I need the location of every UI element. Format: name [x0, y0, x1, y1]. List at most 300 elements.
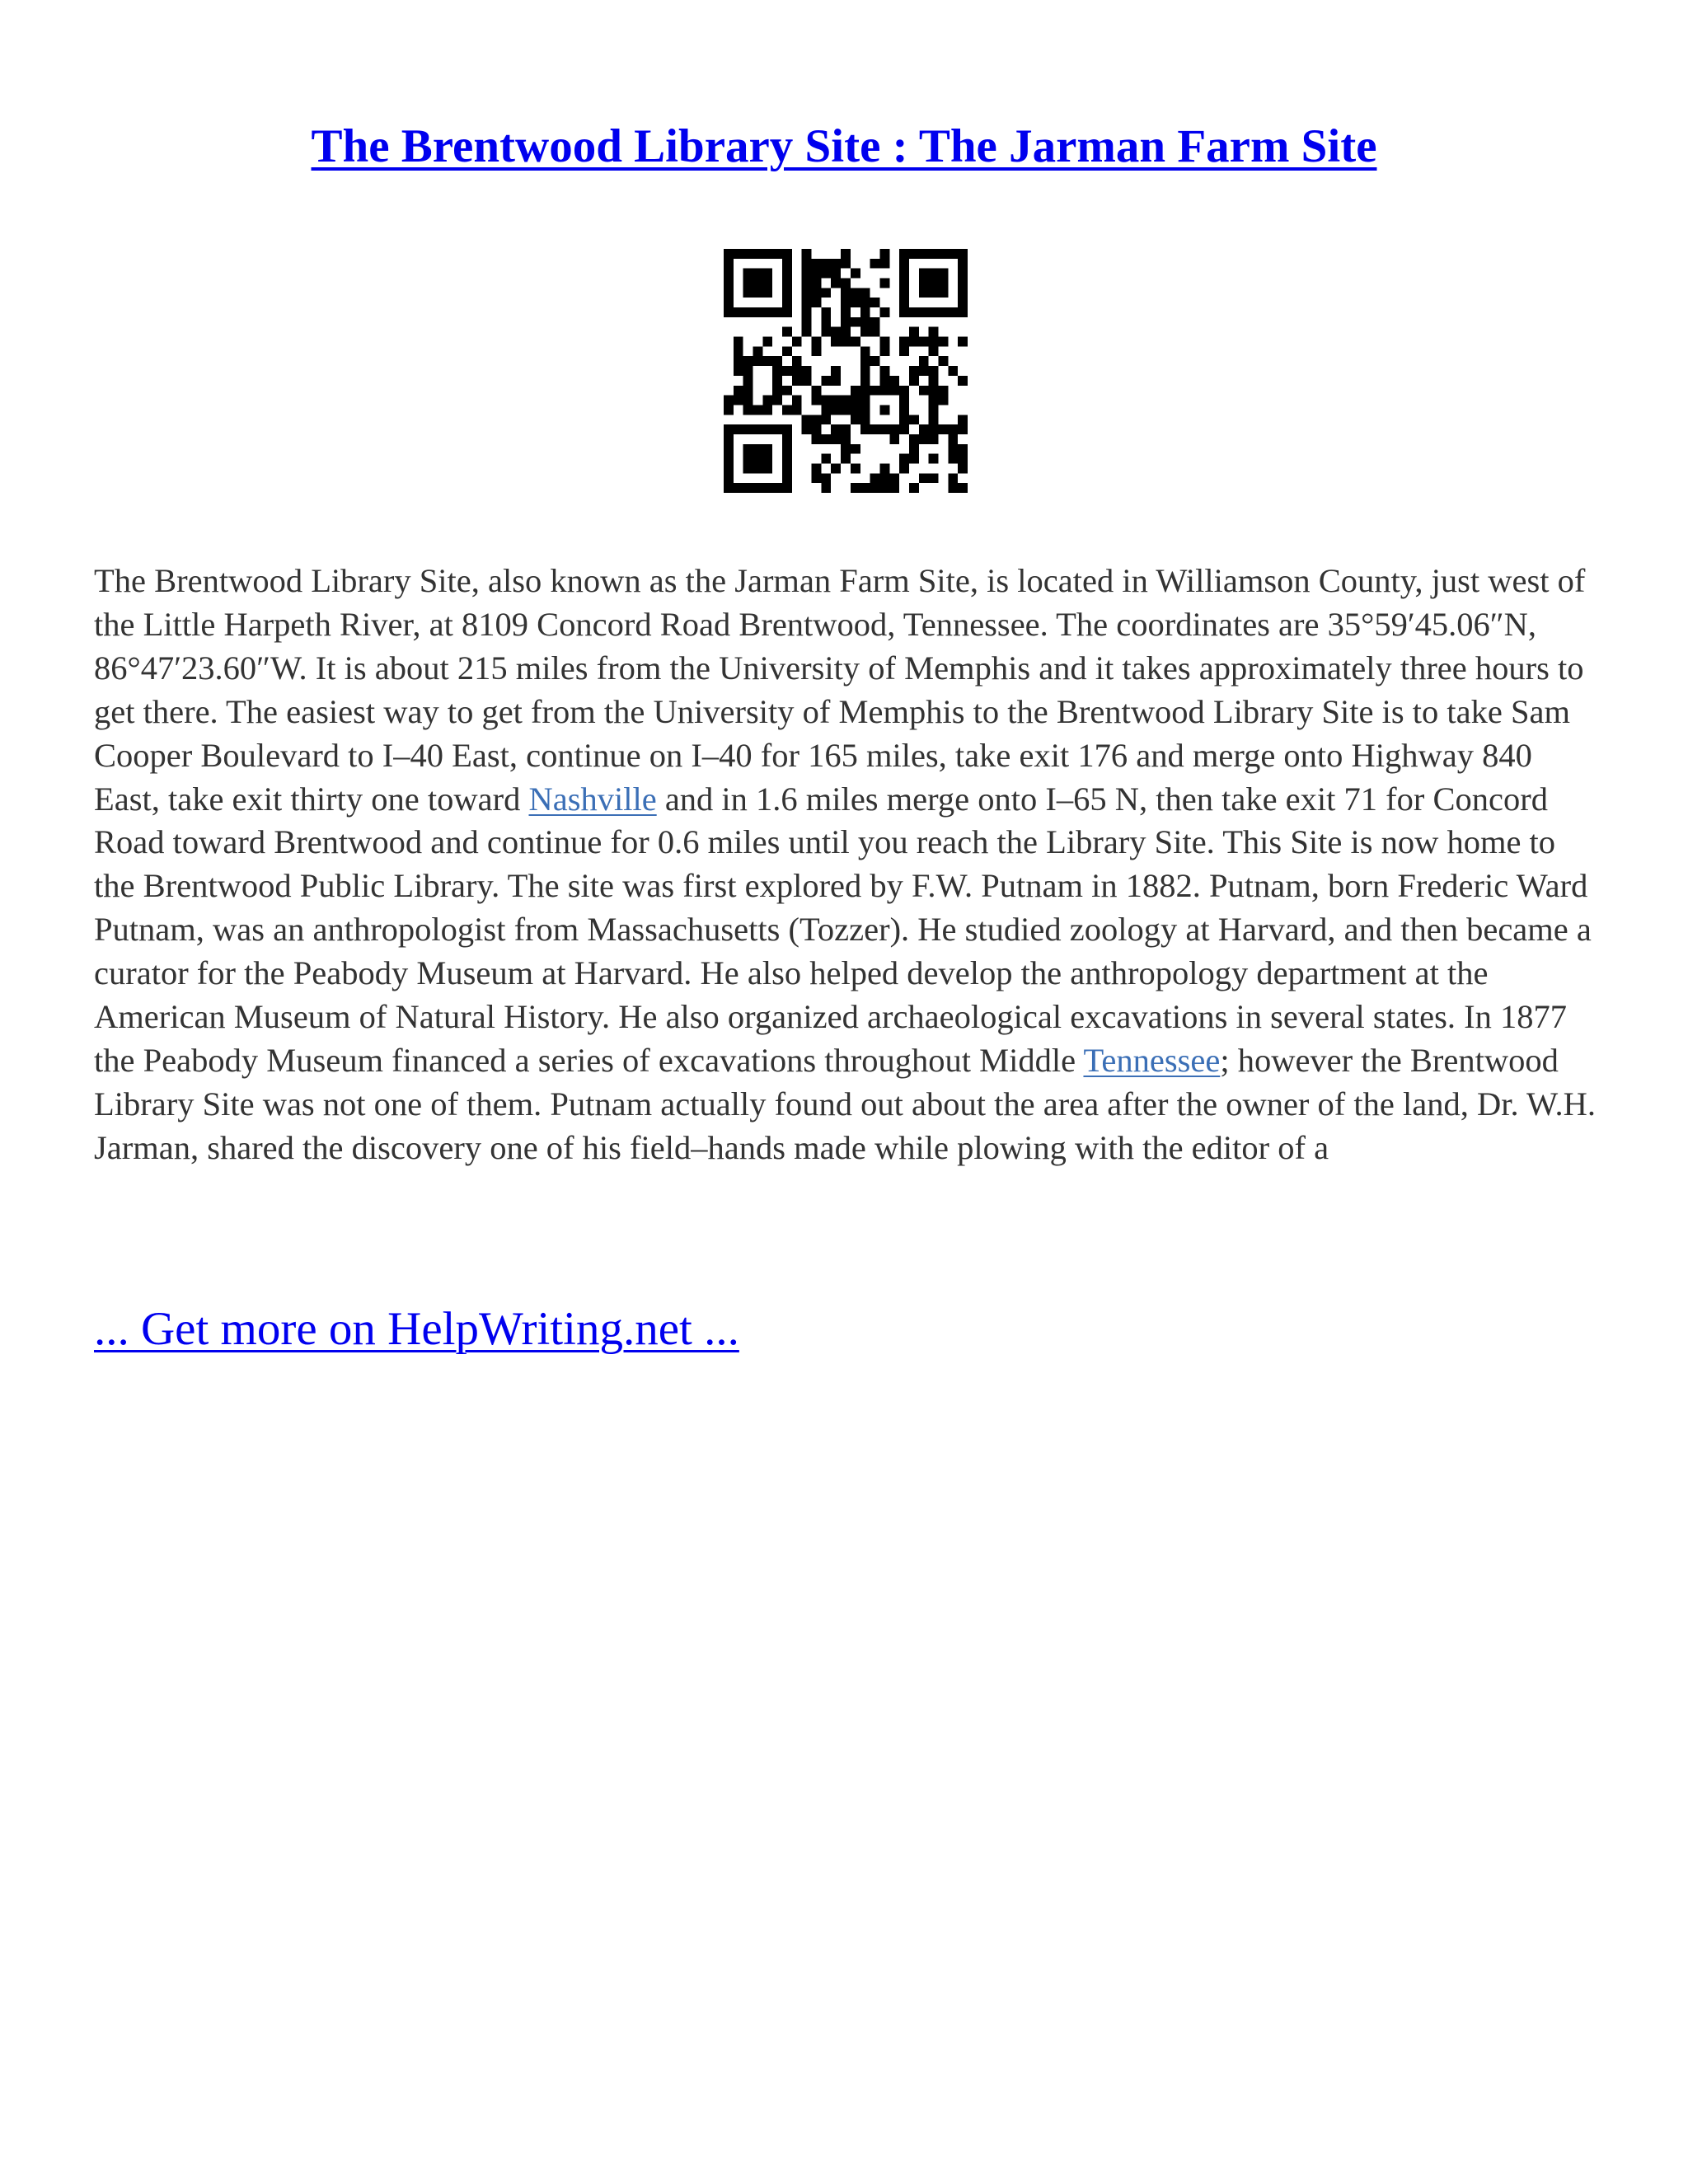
qr-module — [841, 288, 851, 298]
qr-module — [899, 307, 909, 317]
qr-module — [753, 454, 763, 464]
qr-module — [802, 288, 812, 298]
qr-module — [909, 483, 919, 493]
qr-module — [958, 288, 968, 298]
qr-module — [860, 376, 870, 386]
qr-module — [899, 424, 909, 434]
qr-module — [782, 454, 792, 464]
qr-module — [879, 279, 889, 288]
qr-module — [909, 434, 919, 444]
qr-module — [724, 298, 734, 307]
qr-module — [879, 346, 889, 356]
qr-module — [812, 288, 822, 298]
qr-module — [831, 434, 841, 444]
qr-module — [812, 386, 822, 396]
qr-module — [938, 396, 948, 405]
qr-module — [889, 386, 899, 396]
qr-module — [851, 415, 860, 424]
qr-module — [734, 356, 743, 366]
qr-module — [734, 307, 743, 317]
qr-module — [782, 463, 792, 473]
qr-module — [743, 366, 753, 376]
qr-module — [812, 415, 822, 424]
qr-module — [919, 307, 929, 317]
qr-module — [802, 366, 812, 376]
qr-module — [909, 454, 919, 464]
qr-module — [909, 376, 919, 386]
qr-module — [938, 356, 948, 366]
qr-module — [782, 279, 792, 288]
qr-module — [948, 483, 958, 493]
qr-module — [958, 337, 968, 347]
qr-module — [938, 337, 948, 347]
qr-module — [743, 269, 753, 279]
qr-module — [724, 396, 734, 405]
qr-module — [938, 424, 948, 434]
qr-module — [831, 405, 841, 415]
qr-module — [958, 424, 968, 434]
qr-module — [831, 424, 841, 434]
qr-module — [782, 269, 792, 279]
qr-module — [831, 463, 841, 473]
qr-module — [929, 415, 939, 424]
qr-module — [948, 434, 958, 444]
qr-module — [724, 424, 734, 434]
qr-module — [870, 298, 880, 307]
qr-module — [879, 259, 889, 269]
qr-module — [841, 337, 851, 347]
qr-module — [753, 288, 763, 298]
qr-module — [743, 444, 753, 454]
qr-module — [724, 259, 734, 269]
qr-code-icon — [724, 249, 968, 493]
qr-module — [938, 279, 948, 288]
qr-module — [841, 444, 851, 454]
qr-module — [792, 376, 802, 386]
qr-module — [879, 366, 889, 376]
qr-module — [821, 288, 831, 298]
qr-module — [831, 337, 841, 347]
qr-module — [724, 288, 734, 298]
qr-module — [812, 424, 822, 434]
qr-module — [860, 386, 870, 396]
qr-module — [860, 405, 870, 415]
qr-module — [821, 376, 831, 386]
qr-module — [841, 317, 851, 327]
qr-module — [812, 434, 822, 444]
qr-module — [929, 434, 939, 444]
get-more-link[interactable]: ... Get more on HelpWriting.net ... — [94, 1303, 739, 1355]
qr-module — [724, 269, 734, 279]
paragraph-text-1: The Brentwood Library Site, also known as the Jarman Farm Site, is located in Williamson County, just west of the Little Harpeth River, at 8109 Concord Road Brentwood, Tennessee. The coordinates are 35°59′45.06″N, 86°47′23.60″W. It is about 215 miles from the University of Memphis and it takes approximately three hours to get there. The easiest way to get from the University of Memphis to the Brentwood Library Site is to take Sam Cooper Boulevard to I–40 East, continue on I–40 for 165 miles, take exit 176 and merge onto Highway 840 East, take exit thirty one toward — [94, 562, 1586, 818]
qr-module — [860, 317, 870, 327]
qr-module — [831, 279, 841, 288]
qr-module — [772, 376, 782, 386]
qr-module — [929, 454, 939, 464]
qr-module — [821, 317, 831, 327]
qr-module — [772, 356, 782, 366]
qr-module — [909, 327, 919, 337]
qr-module — [762, 396, 772, 405]
qr-module — [919, 269, 929, 279]
qr-module — [812, 259, 822, 269]
qr-module — [802, 376, 812, 386]
qr-module — [851, 405, 860, 415]
qr-module — [879, 337, 889, 347]
qr-module — [782, 483, 792, 493]
qr-module — [929, 327, 939, 337]
qr-module — [958, 376, 968, 386]
qr-module — [870, 259, 880, 269]
qr-module — [841, 259, 851, 269]
qr-module — [958, 279, 968, 288]
qr-module — [812, 269, 822, 279]
qr-module — [812, 396, 822, 405]
qr-module — [958, 249, 968, 259]
qr-module — [792, 356, 802, 366]
qr-module — [851, 288, 860, 298]
qr-module — [879, 424, 889, 434]
qr-module — [870, 473, 880, 483]
qr-module — [958, 454, 968, 464]
qr-module — [831, 366, 841, 376]
qr-module — [860, 356, 870, 366]
qr-module — [734, 396, 743, 405]
qr-module — [812, 337, 822, 347]
qr-module — [958, 463, 968, 473]
qr-module — [841, 405, 851, 415]
qr-module — [889, 424, 899, 434]
qr-module — [938, 249, 948, 259]
qr-module — [958, 307, 968, 317]
qr-module — [743, 463, 753, 473]
qr-module — [782, 366, 792, 376]
qr-module — [782, 405, 792, 415]
qr-module — [753, 405, 763, 415]
qr-module — [782, 259, 792, 269]
qr-module — [802, 259, 812, 269]
qr-module — [958, 298, 968, 307]
qr-module — [948, 473, 958, 483]
qr-module — [821, 269, 831, 279]
qr-module — [753, 356, 763, 366]
qr-module — [821, 434, 831, 444]
qr-module — [743, 249, 753, 259]
qr-module — [782, 327, 792, 337]
qr-module — [734, 424, 743, 434]
qr-module — [919, 279, 929, 288]
qr-module — [919, 249, 929, 259]
qr-module — [948, 444, 958, 454]
qr-module — [734, 386, 743, 396]
qr-module — [879, 473, 889, 483]
qr-module — [909, 307, 919, 317]
qr-module — [948, 454, 958, 464]
qr-module — [879, 386, 889, 396]
qr-module — [762, 463, 772, 473]
qr-module — [821, 473, 831, 483]
qr-module — [919, 473, 929, 483]
qr-module — [734, 249, 743, 259]
qr-module — [929, 396, 939, 405]
qr-module — [762, 405, 772, 415]
qr-module — [821, 483, 831, 493]
qr-module — [958, 483, 968, 493]
more-link-container — [94, 1301, 739, 1358]
qr-module — [870, 317, 880, 327]
qr-module — [743, 405, 753, 415]
qr-module — [899, 454, 909, 464]
qr-module — [929, 346, 939, 356]
qr-module — [821, 396, 831, 405]
qr-module — [762, 337, 772, 347]
qr-module — [753, 269, 763, 279]
qr-module — [948, 424, 958, 434]
qr-module — [851, 463, 860, 473]
page-title — [0, 114, 1688, 180]
qr-module — [841, 249, 851, 259]
qr-module — [929, 337, 939, 347]
qr-module — [938, 386, 948, 396]
qr-module — [812, 279, 822, 288]
qr-module — [753, 249, 763, 259]
qr-module — [831, 396, 841, 405]
qr-module — [851, 298, 860, 307]
qr-module — [929, 376, 939, 386]
qr-module — [743, 396, 753, 405]
qr-module — [889, 434, 899, 444]
qr-module — [841, 327, 851, 337]
qr-module — [841, 454, 851, 464]
title-link[interactable]: The Brentwood Library Site : The Jarman Farm Site — [311, 120, 1377, 172]
qr-module — [743, 376, 753, 386]
qr-module — [753, 307, 763, 317]
qr-module — [762, 269, 772, 279]
qr-module — [762, 307, 772, 317]
qr-module — [802, 298, 812, 307]
qr-module — [860, 298, 870, 307]
qr-code — [724, 249, 968, 493]
qr-module — [812, 463, 822, 473]
qr-module — [724, 463, 734, 473]
qr-module — [792, 366, 802, 376]
qr-module — [899, 269, 909, 279]
qr-module — [772, 483, 782, 493]
qr-module — [743, 424, 753, 434]
qr-module — [762, 444, 772, 454]
qr-module — [734, 346, 743, 356]
qr-module — [851, 386, 860, 396]
qr-module — [851, 444, 860, 454]
qr-module — [782, 473, 792, 483]
qr-module — [762, 424, 772, 434]
qr-module — [929, 269, 939, 279]
qr-module — [958, 444, 968, 454]
qr-module — [889, 376, 899, 386]
qr-module — [821, 415, 831, 424]
qr-module — [753, 444, 763, 454]
qr-module — [724, 434, 734, 444]
qr-module — [724, 444, 734, 454]
qr-module — [821, 454, 831, 464]
qr-module — [929, 405, 939, 415]
qr-module — [899, 405, 909, 415]
qr-module — [860, 288, 870, 298]
qr-module — [753, 424, 763, 434]
paragraph-text-2: and in 1.6 miles merge onto I–65 N, then take exit 71 for Concord Road toward Brentwood and continue for 0.6 miles until you reach the Library Site. This Site is now home to the Brentwood Public Library. The site was first explored by F.W. Putnam in 1882. Putnam, born Frederic Ward Putnam, was an anthropologist from Massachusetts (Tozzer). He studied zoology at Harvard, and then became a curator for the Peabody Museum at Harvard. He also helped develop the anthropology department at the American Museum of Natural History. He also organized archaeological excavations in several states. In 1877 the Peabody Museum financed a series of excavations throughout Middle — [94, 780, 1592, 1079]
qr-module — [958, 259, 968, 269]
qr-module — [870, 327, 880, 337]
qr-module — [929, 249, 939, 259]
qr-module — [899, 337, 909, 347]
qr-module — [782, 298, 792, 307]
qr-module — [724, 483, 734, 493]
qr-module — [860, 424, 870, 434]
qr-module — [762, 454, 772, 464]
qr-module — [851, 337, 860, 347]
qr-module — [909, 415, 919, 424]
qr-module — [782, 346, 792, 356]
qr-module — [724, 405, 734, 415]
qr-module — [802, 279, 812, 288]
qr-module — [899, 396, 909, 405]
qr-module — [734, 366, 743, 376]
qr-module — [860, 327, 870, 337]
qr-module — [860, 346, 870, 356]
qr-module — [929, 366, 939, 376]
qr-module — [919, 424, 929, 434]
qr-module — [753, 463, 763, 473]
qr-module — [772, 386, 782, 396]
nashville-link[interactable]: Nashville — [528, 780, 657, 818]
qr-module — [948, 249, 958, 259]
qr-module — [812, 473, 822, 483]
qr-module — [724, 249, 734, 259]
qr-module — [879, 483, 889, 493]
qr-module — [919, 386, 929, 396]
qr-module — [899, 259, 909, 269]
qr-module — [782, 386, 792, 396]
qr-module — [958, 269, 968, 279]
qr-module — [782, 249, 792, 259]
qr-module — [802, 317, 812, 327]
qr-module — [782, 444, 792, 454]
paragraph-text-3: ; however the Brentwood Library Site was not one of them. Putnam actually found out about the area after the owner of the land, Dr. W.H. Jarman, shared the discovery one of his field–hands made while plowing with the editor of a — [94, 1041, 1597, 1166]
qr-module — [831, 269, 841, 279]
qr-module — [899, 288, 909, 298]
qr-module — [821, 259, 831, 269]
qr-module — [879, 307, 889, 317]
qr-module — [772, 249, 782, 259]
qr-module — [802, 327, 812, 337]
qr-module — [948, 307, 958, 317]
qr-module — [860, 307, 870, 317]
qr-module — [743, 454, 753, 464]
qr-module — [724, 454, 734, 464]
qr-module — [899, 298, 909, 307]
qr-module — [831, 376, 841, 386]
qr-module — [841, 396, 851, 405]
qr-module — [851, 483, 860, 493]
qr-module — [743, 279, 753, 288]
qr-module — [743, 307, 753, 317]
qr-module — [841, 298, 851, 307]
qr-module — [851, 317, 860, 327]
qr-module — [792, 405, 802, 415]
qr-module — [831, 259, 841, 269]
qr-module — [851, 269, 860, 279]
qr-module — [792, 396, 802, 405]
qr-module — [802, 307, 812, 317]
qr-module — [899, 415, 909, 424]
qr-module — [772, 366, 782, 376]
article-paragraph — [94, 560, 1602, 1170]
qr-module — [753, 346, 763, 356]
qr-module — [899, 346, 909, 356]
qr-module — [802, 249, 812, 259]
qr-module — [948, 366, 958, 376]
qr-module — [753, 483, 763, 493]
qr-module — [841, 434, 851, 444]
qr-module — [792, 337, 802, 347]
qr-module — [879, 405, 889, 415]
qr-module — [831, 327, 841, 337]
qr-module — [821, 405, 831, 415]
qr-module — [889, 473, 899, 483]
qr-module — [812, 298, 822, 307]
qr-module — [879, 376, 889, 386]
qr-module — [870, 386, 880, 396]
qr-module — [743, 386, 753, 396]
qr-module — [782, 288, 792, 298]
qr-module — [743, 288, 753, 298]
qr-module — [870, 424, 880, 434]
qr-module — [851, 396, 860, 405]
qr-module — [772, 307, 782, 317]
qr-module — [724, 279, 734, 288]
qr-module — [782, 434, 792, 444]
qr-module — [841, 424, 851, 434]
qr-module — [802, 424, 812, 434]
qr-module — [734, 337, 743, 347]
qr-module — [919, 356, 929, 366]
qr-module — [909, 337, 919, 347]
qr-module — [919, 434, 929, 444]
qr-module — [909, 444, 919, 454]
qr-module — [919, 337, 929, 347]
qr-module — [929, 424, 939, 434]
qr-module — [743, 483, 753, 493]
qr-module — [938, 307, 948, 317]
qr-module — [821, 327, 831, 337]
qr-module — [841, 307, 851, 317]
qr-module — [762, 249, 772, 259]
qr-module — [782, 424, 792, 434]
qr-module — [929, 279, 939, 288]
qr-module — [724, 473, 734, 483]
tennessee-link[interactable]: Tennessee — [1083, 1041, 1221, 1079]
qr-module — [938, 269, 948, 279]
qr-module — [762, 483, 772, 493]
qr-module — [899, 463, 909, 473]
qr-module — [860, 396, 870, 405]
qr-module — [753, 279, 763, 288]
qr-module — [899, 249, 909, 259]
qr-module — [782, 307, 792, 317]
qr-module — [909, 249, 919, 259]
qr-module — [929, 288, 939, 298]
qr-module — [929, 307, 939, 317]
